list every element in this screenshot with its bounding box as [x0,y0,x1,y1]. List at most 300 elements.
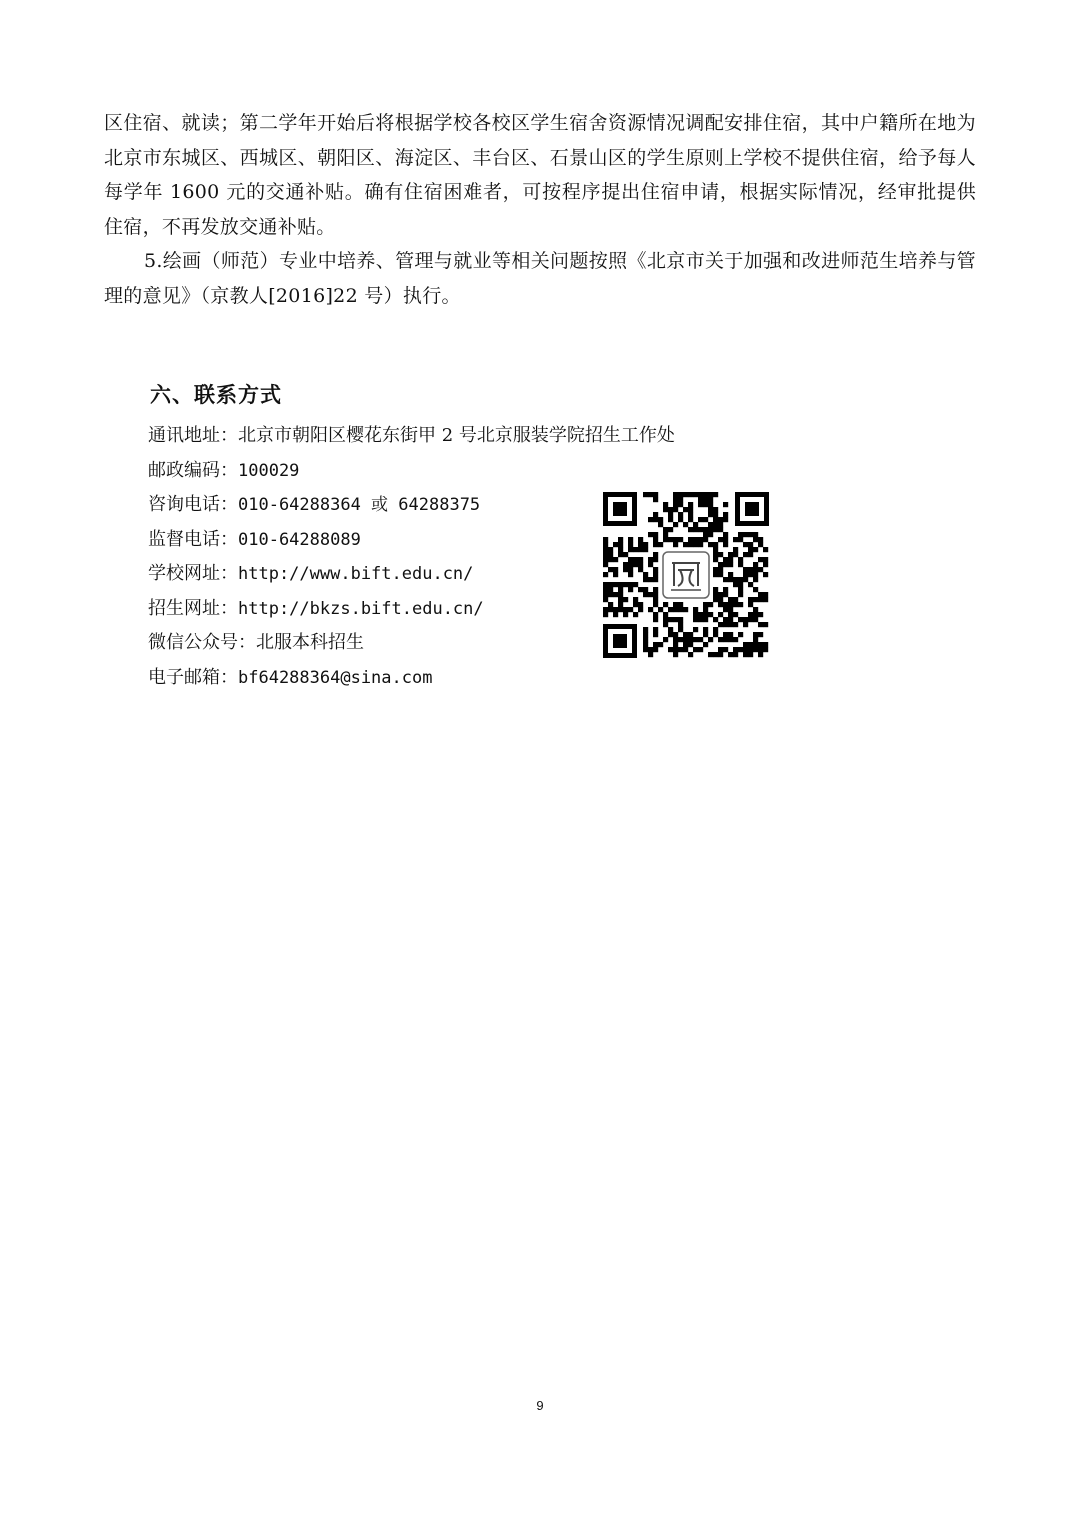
contact-label: 咨询电话： [148,494,238,515]
qr-module [733,602,738,607]
qr-module [758,652,763,657]
qr-module [638,567,643,572]
qr-module [733,552,738,557]
qr-module [688,527,693,532]
qr-code-graphic [601,490,771,660]
qr-module [688,637,693,642]
qr-module [618,602,623,607]
qr-module [713,542,718,547]
qr-module [708,522,713,527]
contact-address [148,419,675,454]
qr-module [678,607,683,612]
qr-module [703,502,708,507]
qr-module [748,642,753,647]
qr-module [733,612,738,617]
qr-module [643,642,648,647]
qr-module [663,637,668,642]
qr-module [738,557,743,562]
qr-module [678,502,683,507]
qr-module [738,602,743,607]
qr-module [733,577,738,582]
qr-module [753,572,758,577]
qr-module [608,592,613,597]
qr-module [703,612,708,617]
qr-module [678,497,683,502]
qr-module [753,612,758,617]
qr-module [623,552,628,557]
section-heading-contact: 六、联系方式 [150,383,282,407]
qr-module [758,632,763,637]
qr-module [643,587,648,592]
qr-module [628,562,633,567]
qr-module [693,522,698,527]
qr-module [743,577,748,582]
email-link[interactable]: bf64288364@sina.com [238,667,433,688]
qr-module [643,632,648,637]
qr-module [663,507,668,512]
qr-module [723,577,728,582]
page-number: 9 [536,1398,544,1413]
qr-module [658,542,663,547]
qr-module [638,607,643,612]
qr-module [693,627,698,632]
qr-module [638,562,643,567]
qr-module [623,597,628,602]
qr-module [658,607,663,612]
qr-module [683,647,688,652]
qr-module [673,542,678,547]
qr-module [603,572,608,577]
qr-module [723,537,728,542]
qr-module [653,492,658,497]
qr-module [688,652,693,657]
qr-module [748,567,753,572]
qr-module [718,522,723,527]
qr-module [638,602,643,607]
qr-module [723,532,728,537]
qr-module [658,642,663,647]
qr-module [663,612,668,617]
qr-module [743,647,748,652]
qr-module [663,617,668,622]
qr-module [653,537,658,542]
qr-module [698,517,703,522]
qr-module [668,607,673,612]
qr-module [623,562,628,567]
qr-module [688,502,693,507]
paragraph-teacher-training: 5.绘画（师范）专业中培养、管理与就业等相关问题按照《北京市关于加强和改进师范生培养与管理的意见》（京教人[2016]22 号）执行。 [104,250,976,307]
qr-module [603,542,608,547]
qr-module [673,507,678,512]
qr-module [748,647,753,652]
qr-module [733,637,738,642]
contact-value: 北服本科招生 [256,632,364,653]
qr-module [698,527,703,532]
qr-module [693,612,698,617]
qr-module [633,597,638,602]
qr-module [703,642,708,647]
qr-module [653,567,658,572]
qr-module [723,502,728,507]
qr-module [608,567,613,572]
qr-module [608,602,613,607]
qr-module [723,602,728,607]
qr-module [603,587,608,592]
qr-module [618,597,623,602]
qr-module [723,587,728,592]
qr-module [713,492,718,497]
qr-module [633,602,638,607]
qr-module [738,562,743,567]
qr-module [648,647,653,652]
qr-module [678,537,683,542]
qr-module [673,492,678,497]
qr-module [753,607,758,612]
qr-module [733,622,738,627]
qr-module [723,637,728,642]
qr-module [648,652,653,657]
qr-module [723,632,728,637]
qr-module [673,497,678,502]
qr-module [608,552,613,557]
qr-module [673,617,678,622]
qr-module [613,582,618,587]
qr-module [688,642,693,647]
qr-module [658,522,663,527]
qr-module [743,622,748,627]
qr-module [673,502,678,507]
body-text [104,106,976,313]
qr-module [713,597,718,602]
qr-module [723,557,728,562]
qr-module [753,562,758,567]
qr-module [733,652,738,657]
qr-module [698,497,703,502]
qr-module [723,512,728,517]
contact-label: 招生网址： [148,597,238,619]
qr-module [763,592,768,597]
qr-module [748,542,753,547]
qr-module [718,562,723,567]
qr-module [758,537,763,542]
qr-module [683,542,688,547]
qr-module [618,587,623,592]
qr-module [713,572,718,577]
qr-module [713,652,718,657]
qr-module [738,632,743,637]
qr-module [683,632,688,637]
qr-module [703,607,708,612]
qr-module [703,602,708,607]
qr-module [673,652,678,657]
qr-module [653,642,658,647]
qr-module [738,537,743,542]
admissions-website-link[interactable]: http://bkzs.bift.edu.cn/ [238,598,484,619]
qr-module [723,607,728,612]
qr-module [668,627,673,632]
qr-module [713,522,718,527]
qr-module [663,622,668,627]
qr-module [608,582,613,587]
qr-module [678,492,683,497]
qr-module [613,572,618,577]
qr-module [758,597,763,602]
qr-module [723,562,728,567]
qr-module [708,497,713,502]
qr-module [613,542,618,547]
qr-module [703,632,708,637]
qr-module [653,552,658,557]
school-website-link[interactable]: http://www.bift.edu.cn/ [238,564,474,584]
qr-module [603,597,608,602]
qr-module [723,647,728,652]
qr-module [743,652,748,657]
qr-module [753,647,758,652]
qr-module [688,512,693,517]
qr-module [698,542,703,547]
qr-module [693,527,698,532]
qr-module [708,527,713,532]
qr-module [698,637,703,642]
qr-module [693,542,698,547]
qr-module [748,652,753,657]
qr-module [708,612,713,617]
qr-module [633,547,638,552]
qr-module [758,612,763,617]
qr-module [698,502,703,507]
qr-module [633,582,638,587]
qr-module [718,517,723,522]
qr-module [678,627,683,632]
qr-module [718,612,723,617]
qr-module [683,607,688,612]
qr-module [648,532,653,537]
qr-module [698,492,703,497]
qr-module [673,522,678,527]
qr-module [678,517,683,522]
qr-module [603,547,608,552]
qr-module [673,637,678,642]
qr-module [713,617,718,622]
contact-admissions-website [148,592,675,627]
qr-module [613,607,618,612]
qr-module [693,492,698,497]
qr-module [758,647,763,652]
qr-module [733,647,738,652]
qr-module [618,537,623,542]
qr-module [668,617,673,622]
qr-module [753,547,758,552]
qr-module [668,527,673,532]
qr-module [613,592,618,597]
qr-module [603,612,608,617]
qr-module [758,557,763,562]
qr-module [753,642,758,647]
qr-module [728,577,733,582]
qr-module [708,502,713,507]
qr-module [628,537,633,542]
qr-module [678,637,683,642]
qr-module [708,507,713,512]
qr-module [653,532,658,537]
qr-module [718,552,723,557]
qr-module [618,547,623,552]
qr-module [748,552,753,557]
qr-module [728,622,733,627]
qr-module [713,547,718,552]
qr-module [748,572,753,577]
qr-module [743,542,748,547]
qr-module [673,602,678,607]
contact-value: 北京市朝阳区樱花东街甲 2 号北京服装学院招生工作处 [238,425,675,446]
qr-module [628,587,633,592]
qr-module [648,607,653,612]
qr-module [763,622,768,627]
qr-module [618,607,623,612]
qr-module [738,577,743,582]
qr-module [633,557,638,562]
qr-module [753,637,758,642]
qr-module [648,557,653,562]
contact-label: 通讯地址： [148,425,238,446]
qr-module [613,567,618,572]
qr-module [743,642,748,647]
qr-module [643,637,648,642]
qr-module [653,612,658,617]
qr-module [758,642,763,647]
qr-module [693,617,698,622]
qr-module [653,557,658,562]
qr-module [748,597,753,602]
qr-module [733,582,738,587]
qr-module [603,592,608,597]
qr-module [728,607,733,612]
contact-wechat [148,626,675,661]
qr-module [603,557,608,562]
qr-module [723,592,728,597]
qr-module [753,587,758,592]
qr-module [643,547,648,552]
qr-module [663,537,668,542]
qr-module [653,617,658,622]
qr-module [743,617,748,622]
qr-module [728,617,733,622]
qr-module [663,532,668,537]
qr-module [608,607,613,612]
qr-module [713,557,718,562]
qr-module [713,507,718,512]
qr-module [653,587,658,592]
qr-module [653,602,658,607]
qr-module [748,547,753,552]
contact-value: 010-64288089 [238,529,361,550]
qr-module [668,632,673,637]
qr-module [728,597,733,602]
contact-supervision-phone [148,523,675,558]
qr-module [618,552,623,557]
qr-module [718,527,723,532]
qr-module [753,617,758,622]
qr-module [763,547,768,552]
qr-module [668,537,673,542]
qr-module [638,542,643,547]
qr-module [758,622,763,627]
qr-module [703,617,708,622]
qr-module [703,527,708,532]
qr-module [693,607,698,612]
qr-module [628,542,633,547]
qr-module [753,597,758,602]
qr-code-icon [601,490,771,660]
qr-module [753,577,758,582]
qr-module [663,527,668,532]
qr-module [688,542,693,547]
qr-module [713,517,718,522]
qr-module [723,542,728,547]
qr-module [728,637,733,642]
qr-module [653,542,658,547]
qr-module [613,557,618,562]
qr-module [728,632,733,637]
qr-module [643,577,648,582]
qr-module [748,612,753,617]
qr-module [743,532,748,537]
qr-module [648,492,653,497]
qr-module [643,627,648,632]
qr-module [668,647,673,652]
qr-module [728,652,733,657]
qr-module [718,647,723,652]
qr-module [643,592,648,597]
qr-module [653,627,658,632]
qr-module [708,602,713,607]
qr-module [743,567,748,572]
qr-module [718,652,723,657]
qr-module [653,592,658,597]
qr-module [738,592,743,597]
qr-module [618,542,623,547]
qr-module [728,602,733,607]
contact-label: 学校网址： [148,563,238,584]
qr-module [713,592,718,597]
qr-module [683,507,688,512]
qr-module [693,537,698,542]
contact-label: 邮政编码： [148,459,238,481]
qr-module [648,577,653,582]
qr-module [603,582,608,587]
qr-module [633,612,638,617]
qr-module [703,492,708,497]
contact-inquiry-phone [148,488,675,523]
qr-module [623,607,628,612]
qr-module [673,537,678,542]
qr-module [738,582,743,587]
qr-module [738,587,743,592]
qr-module [718,592,723,597]
qr-module [718,597,723,602]
qr-module [753,632,758,637]
qr-module [763,597,768,602]
qr-module [653,632,658,637]
qr-module [618,582,623,587]
qr-module [608,587,613,592]
qr-module [663,602,668,607]
qr-module [758,592,763,597]
qr-module [693,647,698,652]
qr-module [708,652,713,657]
qr-module [613,612,618,617]
qr-module [648,562,653,567]
